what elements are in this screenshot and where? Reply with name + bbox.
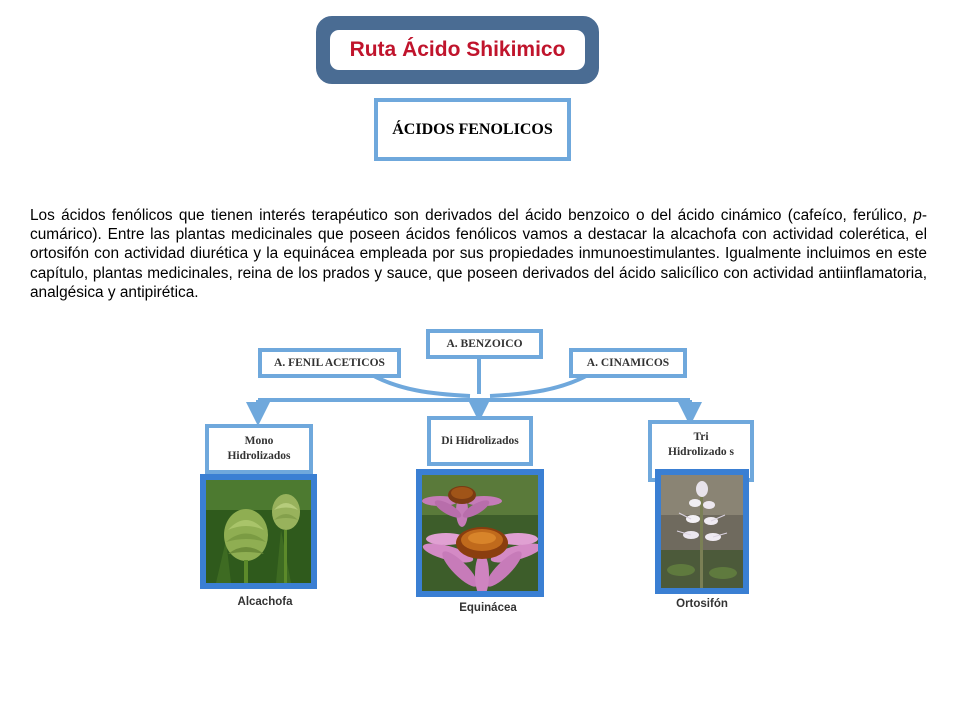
box-fenil-aceticos-label: A. FENIL ACETICOS: [274, 356, 385, 369]
photo-ortosifon: [655, 469, 749, 594]
paragraph-text-1: Los ácidos fenólicos que tienen interés terapéutico son derivados del ácido benzoico o del ácido cinámico (cafeíco, ferúlico,: [30, 207, 914, 224]
paragraph-text-2: -cumárico). Entre las plantas medicinales que poseen ácidos fenólicos vamos a destacar la alcachofa con actividad colerética, el ortosifón con actividad diurética y la equinácea empleada por sus propiedades inmunoestimulantes. Igualmente incluimos en este capítulo, plantas medicinales, reina de los prados y sauce, que poseen derivados del ácido salicílico con actividad antiinflamatoria, analgésica y antipirética.: [30, 207, 927, 301]
box-cinamicos-label: A. CINAMICOS: [586, 356, 670, 369]
photo-alcachofa: [200, 474, 317, 589]
box-cinamicos: [569, 348, 687, 378]
box-di-hidrolizados: [427, 416, 533, 466]
page-title: Ruta Ácido Shikimico: [349, 38, 566, 61]
artichoke-image: [206, 480, 311, 583]
box-benzoico-label: A. BENZOICO: [446, 337, 523, 350]
box-mono-label: Mono Hidrolizados: [227, 435, 291, 462]
section-subtitle: ÁCIDOS FENOLICOS: [392, 120, 553, 138]
caption-equinacea: Equinácea: [459, 602, 517, 614]
photo-equinacea: [416, 469, 544, 597]
box-di-label: Di Hidrolizados: [441, 434, 519, 447]
caption-ortosifon: Ortosifón: [676, 598, 728, 610]
box-fenil-aceticos: [258, 348, 401, 378]
caption-alcachofa: Alcachofa: [237, 596, 293, 608]
box-benzoico: [426, 329, 543, 359]
box-mono-hidrolizados: [205, 424, 313, 474]
paragraph-italic: p: [913, 207, 922, 224]
orthosiphon-image: [661, 475, 743, 588]
box-tri-label: Tri Hidrolizado s: [668, 431, 734, 458]
echinacea-image: [422, 475, 538, 591]
